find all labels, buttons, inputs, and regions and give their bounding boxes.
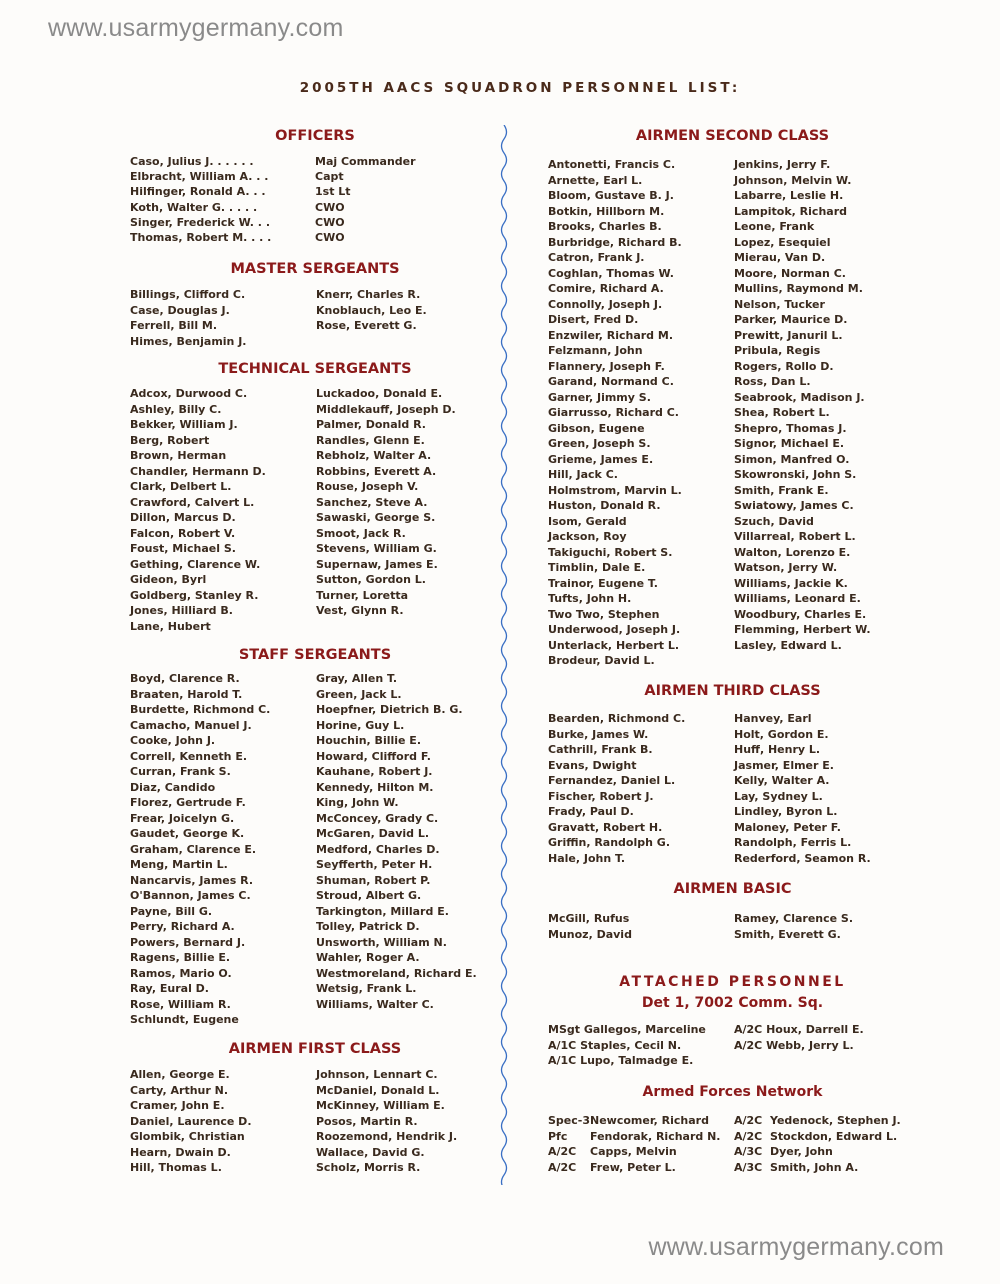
officer-name: Koth, Walter G. . . . . [130,200,258,214]
officer-rank: Capt [315,170,344,184]
afn-name: Smith, John A. [770,1160,859,1174]
list-item: Gibson, Eugene [548,421,645,435]
afn-name: Frew, Peter L. [590,1160,676,1174]
list-item: Tufts, John H. [548,592,632,605]
list-item: Unsworth, William N. [316,935,447,949]
list-item: Cathrill, Frank B. [548,743,653,756]
list-item: Mullins, Raymond M. [734,282,863,295]
airmen-second-heading: AIRMEN SECOND CLASS [635,128,830,144]
list-item: Antonetti, Francis C. [548,158,676,171]
list-item: Adcox, Durwood C. [130,387,248,400]
list-item: Hoepfner, Dietrich B. G. [316,703,463,716]
list-item: Braaten, Harold T. [130,687,243,701]
list-item: Randolph, Ferris L. [734,836,852,849]
list-item: Rouse, Joseph V. [316,480,419,493]
list-item: Garand, Normand C. [548,375,674,388]
afn-row [734,1144,901,1160]
list-item: Ray, Eural D. [130,982,209,995]
afn-name: Fendorak, Richard N. [590,1129,721,1143]
list-item: Knerr, Charles R. [316,288,421,301]
list-item: Ramos, Mario O. [130,966,232,980]
officer-row [130,184,416,199]
list-item: Crawford, Calvert L. [130,495,255,509]
list-item: Posos, Martin R. [316,1114,418,1128]
list-item: Parker, Maurice D. [734,313,848,326]
list-item: Isom, Gerald [548,514,627,528]
list-item: Lindley, Byron L. [734,805,838,818]
list-item: Disert, Fred D. [548,313,639,326]
list-item: Bloom, Gustave B. J. [548,189,674,202]
list-item: Randles, Glenn E. [316,433,425,447]
list-item: Powers, Bernard J. [130,935,246,949]
list-item: Nancarvis, James R. [130,873,253,887]
list-item: Himes, Benjamin J. [130,334,247,348]
list-item: Williams, Walter C. [316,997,434,1011]
list-item: Wahler, Roger A. [316,951,420,964]
list-item: Lopez, Esequiel [734,235,831,249]
list-item: Ramey, Clarence S. [734,912,854,925]
list-item: Boyd, Clarence R. [130,672,240,685]
list-item: Schlundt, Eugene [130,1013,239,1026]
attached-subheading: Det 1, 7002 Comm. Sq. [641,995,824,1011]
staff-sergeants-left [130,671,270,1028]
list-item: Frady, Paul D. [548,805,634,818]
list-item: Tarkington, Millard E. [316,904,449,918]
list-item: Burbridge, Richard B. [548,235,682,249]
officers-heading: OFFICERS [275,128,355,144]
list-item: Dillon, Marcus D. [130,511,236,524]
list-item: Lane, Hubert [130,619,211,633]
list-item: Timblin, Dale E. [548,561,646,574]
list-item: Villarreal, Robert L. [734,530,856,543]
list-item: Kennedy, Hilton M. [316,780,434,794]
list-item: Garner, Jimmy S. [548,390,651,404]
list-item: Simon, Manfred O. [734,452,850,466]
list-item: Robbins, Everett A. [316,464,437,478]
list-item: Clark, Delbert L. [130,480,232,493]
list-item: Huff, Henry L. [734,743,821,756]
officer-rank: 1st Lt [315,185,351,199]
list-item: Ferrell, Bill M. [130,319,218,332]
list-item: Enzwiler, Richard M. [548,328,673,342]
list-item: O'Bannon, James C. [130,889,251,902]
list-item: Nelson, Tucker [734,297,825,311]
list-item: Middlekauff, Joseph D. [316,402,456,416]
list-item: Vest, Glynn R. [316,604,404,617]
list-item: Two Two, Stephen [548,607,660,621]
airmen-basic-right [734,911,853,942]
list-item: Falcon, Robert V. [130,526,236,540]
list-item: Shepro, Thomas J. [734,421,847,435]
list-item: Seyfferth, Peter H. [316,858,433,871]
list-item: Glombik, Christian [130,1130,245,1143]
afn-right [734,1113,901,1175]
list-item: Houchin, Billie E. [316,734,422,747]
staff-sergeants-right [316,671,477,1012]
list-item: Cooke, John J. [130,734,216,747]
officer-name: Elbracht, William A. . . [130,170,269,184]
list-item: Gaudet, George K. [130,827,245,840]
list-item: Mierau, Van D. [734,251,826,264]
list-item: McGaren, David L. [316,827,430,840]
wavy-divider-line [502,125,507,1185]
afn-rank: Pfc [548,1129,568,1143]
list-item: Graham, Clarence E. [130,842,257,856]
list-item: Pribula, Regis [734,344,821,357]
list-item: Munoz, David [548,927,632,941]
list-item: Lay, Sydney L. [734,789,823,803]
afn-name: Capps, Melvin [590,1145,677,1158]
list-item: Hearn, Dwain D. [130,1145,231,1159]
officer-name: Hilfinger, Ronald A. . . [130,185,266,199]
afn-rank: A/3C [734,1145,763,1158]
list-item: Gray, Allen T. [316,672,398,685]
page-title: 2005TH AACS SQUADRON PERSONNEL LIST: [299,80,741,96]
afn-rank: A/2C [734,1114,763,1127]
afn-rank: A/2C [734,1129,763,1143]
afn-rank: A/2C [548,1160,577,1174]
officer-row [130,200,416,215]
list-item: Florez, Gertrude F. [130,796,246,809]
list-item: Gething, Clarence W. [130,557,261,571]
afn-heading: Armed Forces Network [642,1084,823,1100]
list-item: Ragens, Billie E. [130,951,231,964]
list-item: Rebholz, Walter A. [316,449,432,462]
afn-name: Yedenock, Stephen J. [770,1114,901,1127]
list-item: Lasley, Edward L. [734,638,842,652]
list-item: Medford, Charles D. [316,842,440,856]
list-item: Cramer, John E. [130,1099,225,1112]
list-item: Jasmer, Elmer E. [734,758,834,772]
watermark-bottom: www.usarmygermany.com [648,1233,944,1261]
list-item: Shea, Robert L. [734,406,830,419]
list-item: Evans, Dwight [548,758,637,772]
list-item: Tolley, Patrick D. [316,920,420,933]
afn-row [734,1113,901,1129]
list-item: Sanchez, Steve A. [316,495,428,509]
list-item: Underwood, Joseph J. [548,623,681,636]
list-item: Woodbury, Charles E. [734,607,867,621]
list-item: Correll, Kenneth E. [130,749,248,763]
list-item: Moore, Norman C. [734,266,846,280]
list-item: McGill, Rufus [548,912,630,925]
list-item: Giarrusso, Richard C. [548,406,679,419]
list-item: Hill, Jack C. [548,468,618,481]
list-item: Wallace, David G. [316,1145,425,1159]
list-item: Ashley, Billy C. [130,402,222,416]
list-item: Bekker, William J. [130,418,238,431]
list-item: Trainor, Eugene T. [548,576,658,590]
list-item: Billings, Clifford C. [130,288,246,301]
list-item: Swiatowy, James C. [734,499,854,512]
list-item: Goldberg, Stanley R. [130,588,259,602]
list-item: Labarre, Leslie H. [734,189,844,202]
officer-row [130,169,416,184]
technical-sergeants-heading: TECHNICAL SERGEANTS [218,361,412,377]
list-item: Prewitt, Januril L. [734,328,843,342]
list-item: Rogers, Rollo D. [734,359,834,373]
afn-row [548,1160,721,1176]
afn-name: Stockdon, Edward L. [770,1129,898,1143]
officer-name: Singer, Frederick W. . . [130,215,270,229]
technical-sergeants-right [316,386,456,619]
list-item: Seabrook, Madison J. [734,390,865,404]
list-item: Daniel, Laurence D. [130,1114,252,1128]
list-item: Arnette, Earl L. [548,173,643,187]
list-item: Perry, Richard A. [130,920,235,933]
list-item: Allen, George E. [130,1068,230,1081]
afn-rank: Spec-3 [548,1114,590,1127]
airmen-basic-left [548,911,632,942]
list-item: Botkin, Hillborn M. [548,204,665,218]
list-item: Stevens, William G. [316,542,437,555]
attached-left [548,1022,706,1069]
list-item: Palmer, Donald R. [316,418,426,431]
list-item: Unterlack, Herbert L. [548,638,680,652]
list-item: Flannery, Joseph F. [548,359,665,373]
list-item: Burdette, Richmond C. [130,703,271,716]
list-item: Gravatt, Robert H. [548,820,663,834]
list-item: Flemming, Herbert W. [734,623,871,636]
list-item: Roozemond, Hendrik J. [316,1130,458,1143]
list-item: A/2C Webb, Jerry L. [734,1038,854,1052]
technical-sergeants-left [130,386,266,634]
list-item: Burke, James W. [548,727,649,741]
master-sergeants-right [316,287,427,334]
afn-row [734,1160,901,1176]
list-item: Walton, Lorenzo E. [734,545,851,559]
list-item: Smith, Frank E. [734,483,829,497]
officer-rank: Maj Commander [315,155,416,168]
airmen-first-right [316,1067,457,1176]
list-item: Scholz, Morris R. [316,1161,421,1174]
afn-rank: A/2C [548,1145,577,1158]
list-item: Frear, Joicelyn G. [130,811,235,825]
list-item: Williams, Jackie K. [734,576,848,590]
afn-row [548,1113,721,1129]
airmen-third-right [734,711,871,866]
list-item: Kauhane, Robert J. [316,765,433,778]
list-item: Knoblauch, Leo E. [316,303,427,317]
list-item: Fernandez, Daniel L. [548,774,676,787]
list-item: Maloney, Peter F. [734,820,841,834]
list-item: Horine, Guy L. [316,718,405,732]
master-sergeants-left [130,287,247,349]
list-item: Takiguchi, Robert S. [548,545,673,559]
list-item: Grieme, James E. [548,452,654,466]
list-item: Jackson, Roy [548,530,627,543]
afn-name: Newcomer, Richard [590,1114,709,1127]
list-item: Johnson, Lennart C. [316,1068,438,1081]
afn-left [548,1113,721,1175]
list-item: Hanvey, Earl [734,712,812,725]
list-item: A/1C Lupo, Talmadge E. [548,1054,694,1067]
list-item: McConcey, Grady C. [316,811,439,825]
officer-rank: CWO [315,200,345,214]
list-item: Supernaw, James E. [316,557,438,571]
list-item: Camacho, Manuel J. [130,718,252,732]
list-item: Watson, Jerry W. [734,561,838,574]
airmen-third-heading: AIRMEN THIRD CLASS [644,683,821,699]
afn-rank: A/3C [734,1160,763,1174]
afn-row [734,1129,901,1145]
airmen-first-left [130,1067,252,1176]
list-item: Jenkins, Jerry F. [734,158,831,171]
list-item: Curran, Frank S. [130,765,231,778]
list-item: MSgt Gallegos, Marceline [548,1023,706,1036]
list-item: Szuch, David [734,514,814,528]
list-item: Griffin, Randolph G. [548,836,670,849]
list-item: McDaniel, Donald L. [316,1083,440,1097]
list-item: King, John W. [316,796,399,809]
list-item: Coghlan, Thomas W. [548,266,674,280]
list-item: Howard, Clifford F. [316,749,431,763]
list-item: Lampitok, Richard [734,204,847,218]
list-item: Bearden, Richmond C. [548,712,686,725]
list-item: Luckadoo, Donald E. [316,387,443,400]
airmen-basic-heading: AIRMEN BASIC [673,881,792,897]
list-item: Carty, Arthur N. [130,1083,229,1097]
list-item: Rederford, Seamon R. [734,851,871,865]
list-item: Signor, Michael E. [734,437,845,450]
list-item: Smith, Everett G. [734,927,841,941]
list-item: Wetsig, Frank L. [316,982,417,995]
list-item: Green, Joseph S. [548,437,651,450]
list-item: Comire, Richard A. [548,282,664,295]
officer-row [130,215,416,230]
officer-rank: CWO [315,215,345,229]
list-item: Gideon, Byrl [130,573,207,586]
airmen-first-heading: AIRMEN FIRST CLASS [228,1041,402,1057]
list-item: Huston, Donald R. [548,499,661,512]
list-item: McKinney, William E. [316,1099,445,1112]
list-item: Skowronski, John S. [734,468,857,481]
list-item: Westmoreland, Richard E. [316,966,477,980]
officers-list [130,154,416,245]
list-item: Brodeur, David L. [548,654,655,667]
officer-name: Caso, Julius J. . . . . . [130,155,254,168]
afn-name: Dyer, John [770,1145,833,1158]
watermark-top: www.usarmygermany.com [48,14,344,42]
list-item: Meng, Martin L. [130,858,228,871]
list-item: Stroud, Albert G. [316,889,422,902]
list-item: Johnson, Melvin W. [734,173,852,187]
airmen-second-right [734,157,871,653]
officer-rank: CWO [315,230,345,244]
list-item: Kelly, Walter A. [734,774,830,787]
list-item: Holmstrom, Marvin L. [548,483,682,497]
afn-row [548,1129,721,1145]
list-item: Rose, William R. [130,997,231,1011]
officer-name: Thomas, Robert M. . . . [130,230,272,244]
list-item: Ross, Dan L. [734,375,811,388]
list-item: Green, Jack L. [316,687,402,701]
afn-row [548,1144,721,1160]
list-item: Felzmann, John [548,344,643,357]
list-item: Chandler, Hermann D. [130,464,266,478]
list-item: Connolly, Joseph J. [548,297,663,311]
list-item: Hill, Thomas L. [130,1161,222,1174]
officer-row [130,230,416,245]
list-item: Fischer, Robert J. [548,789,654,803]
list-item: Payne, Bill G. [130,904,213,918]
list-item: Brown, Herman [130,449,227,462]
list-item: A/1C Staples, Cecil N. [548,1038,682,1052]
list-item: Foust, Michael S. [130,542,236,555]
list-item: Rose, Everett G. [316,319,417,332]
airmen-second-left [548,157,682,669]
attached-right [734,1022,864,1053]
list-item: Smoot, Jack R. [316,526,406,540]
list-item: Leone, Frank [734,220,815,233]
list-item: Williams, Leonard E. [734,592,861,605]
list-item: A/2C Houx, Darrell E. [734,1023,864,1036]
list-item: Brooks, Charles B. [548,220,662,233]
list-item: Turner, Loretta [316,588,409,602]
list-item: Case, Douglas J. [130,303,230,317]
list-item: Holt, Gordon E. [734,727,829,741]
list-item: Catron, Frank J. [548,251,645,264]
list-item: Jones, Hilliard B. [130,604,233,617]
list-item: Shuman, Robert P. [316,873,431,887]
list-item: Sawaski, George S. [316,511,436,524]
list-item: Diaz, Candido [130,780,216,794]
staff-sergeants-heading: STAFF SERGEANTS [238,647,392,663]
airmen-third-left [548,711,685,866]
officer-row [130,154,416,169]
list-item: Berg, Robert [130,433,210,447]
attached-heading: ATTACHED PERSONNEL [619,974,846,990]
list-item: Hale, John T. [548,851,626,865]
list-item: Sutton, Gordon L. [316,573,426,586]
master-sergeants-heading: MASTER SERGEANTS [230,261,400,277]
